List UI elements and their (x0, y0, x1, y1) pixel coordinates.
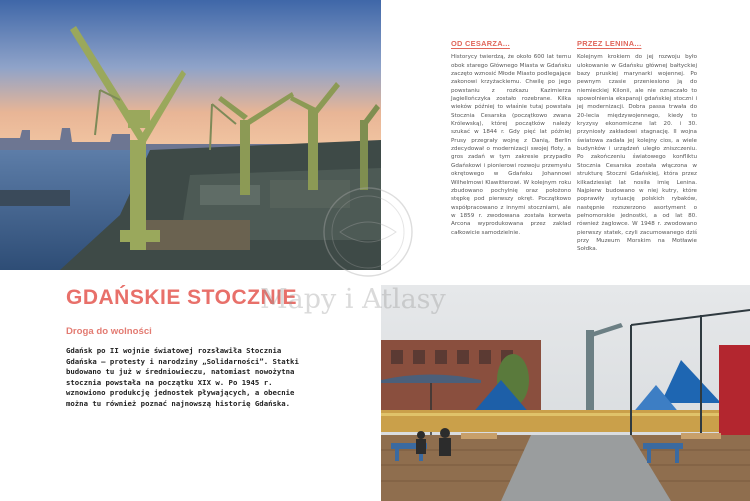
page-title: GDAŃSKIE STOCZNIE (66, 286, 297, 309)
article-column-2 (577, 40, 697, 254)
watermark-text: Mapy i Atlasy (260, 284, 446, 315)
column-1-text: Historycy twierdzą, że około 600 lat temu obok starego Głównego Miasta w Gdańsku zaczęto wznosić Młode Miasto podlegające zakonowi krzyżackiemu. Chwilę po jego powstaniu z rozkazu Kazimierza Jagiellończyka zostało rozebrane. Kilka wieków później to właśnie tutaj powstała Stocznia Cesarska (początkowo zwana Królewską), której początków należy szukać w 1844 r. Gdy pięć lat później Prusy przegrały wojnę z Danią, Berlin zdecydował o modernizacji swojej floty, a gros zadań w tym zakresie przypadło Gdańskowi i pionierowi rozwoju przemysłu okrętowego w Gdańsku Johannowi Wilhelmowi Klawitterowi. W kolejnym roku zbudowano pochylnię oraz położono stępkę pod pierwszy okręt. Początkowo współpracowano z innymi stoczniami, ale w 1859 r. zwodowana została korweta Arcona wyprodukowana przez zakład całkowicie samodzielnie. (451, 54, 571, 236)
page-subtitle: Droga do wolności (66, 326, 152, 337)
watermark-seal-icon (318, 182, 418, 282)
column-1-heading: OD CESARZA... (451, 39, 510, 48)
article-column-1 (451, 40, 571, 237)
shipyard-waterfront-photo (381, 285, 750, 501)
column-2-text: Kolejnym krokiem do jej rozwoju było ulokowanie w Gdańsku głównej bałtyckiej bazy pruskiej marynarki wojennej. Po pewnym czasie przeniesiono ją do niemieckiej Kilonii, ale nie oznaczało to spowolnienia ekspansji gdańskiej stoczni i jej modernizacji. Dobra passa trwała do 20-lecia międzywojennego, kiedy to kryzysy ekonomiczne lat 20. i 30. przyniosły zakładowi stagnację. II wojna światowa zadała jej kolejny cios, a wiele budynków i urządzeń uległo zniszczeniu. Po zakończeniu światowego konfliktu Stocznia Cesarska została włączona w strukturę Stoczni Gdańskiej, która przez kilkadziesiąt lat nosiła imię Lenina. Najpierw budowano w niej kutry, które poprawiły sytuację polskich rybaków, następnie rozszerzono asortyment o pełnomorskie jednostki, a od lat 80. również żaglowce. W 1948 r. zwodowano pierwszy statek, czyli zacumowanego dziś przy Muzeum Morskim na Motławie Sołdka. (577, 54, 697, 253)
column-2-heading: PRZEZ LENINA... (577, 39, 642, 48)
lead-paragraph: Gdańsk po II wojnie światowej rozsławiła Stocznia Gdańska – protesty i narodziny „Solidarności”. Statki budowano tu już w średniowieczu, natomiast nowożytna stocznia powstała na początku XIX w. Po 1945 r. wznowiono produkcję jednostek pływających, a obecnie można tu również poznać najnowszą historię Gdańska. (66, 346, 299, 408)
